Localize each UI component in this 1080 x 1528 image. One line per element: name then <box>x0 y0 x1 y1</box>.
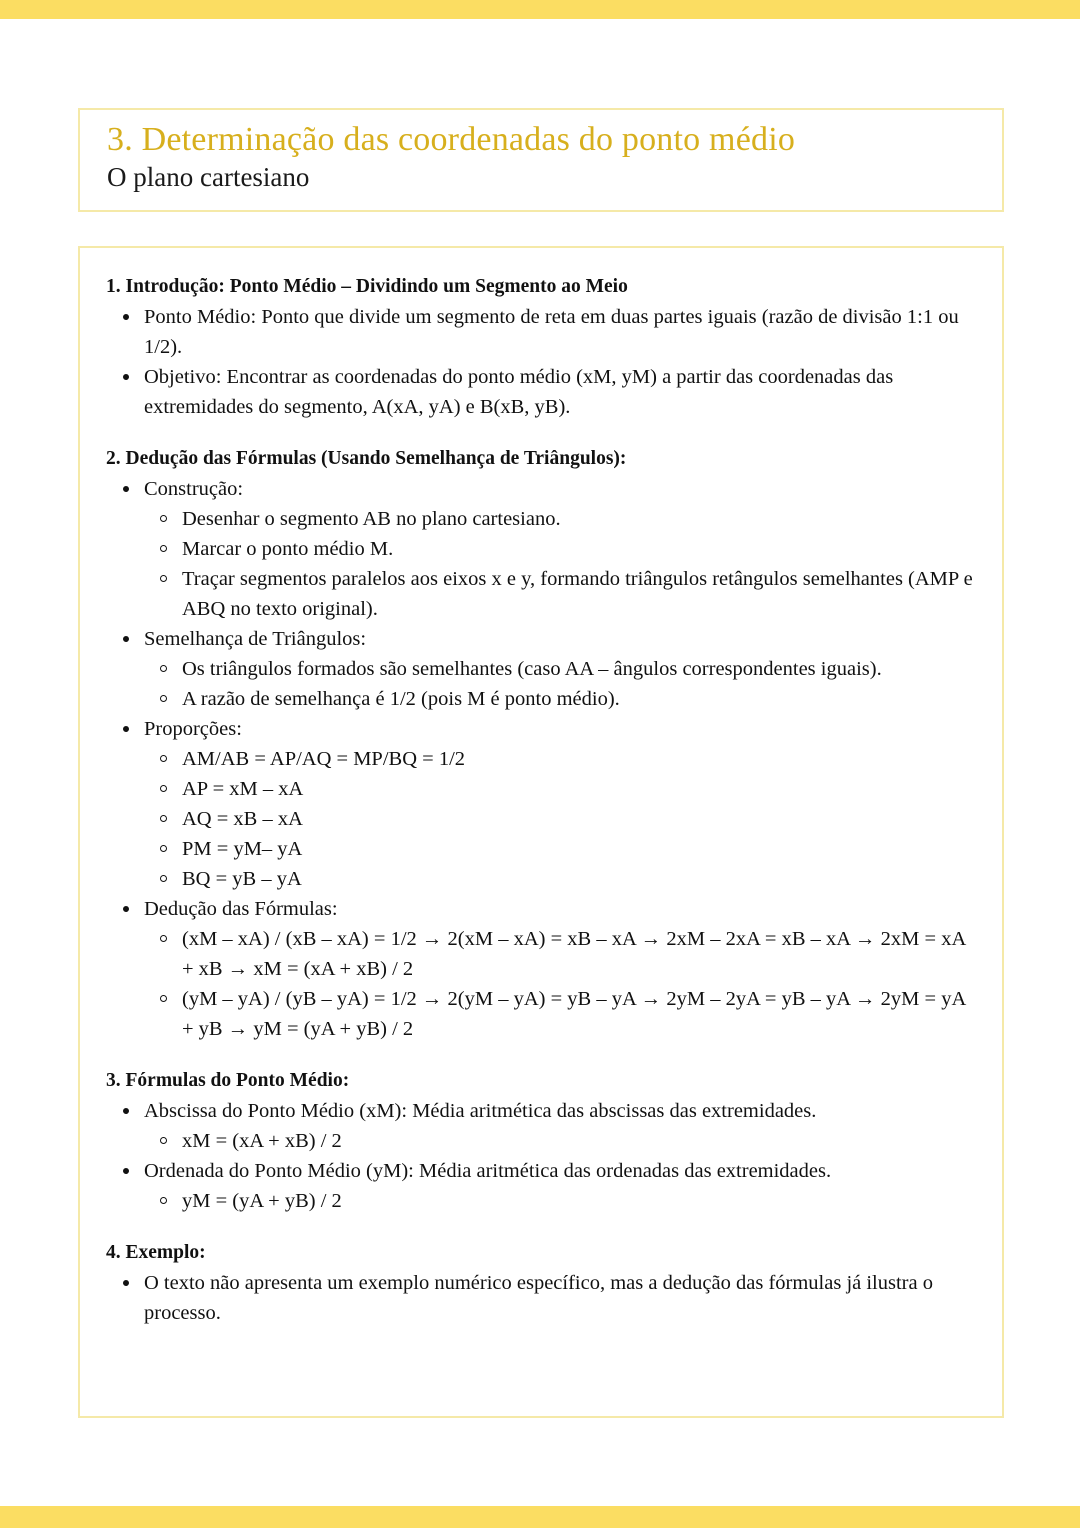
bullet-dot-icon <box>123 486 129 492</box>
bullet-dot-icon <box>123 906 129 912</box>
sublist-item-text: Desenhar o segmento AB no plano cartesiano. <box>182 508 561 530</box>
section-3-list <box>106 1096 978 1216</box>
list-item-text: Objetivo: Encontrar as coordenadas do ponto médio (xM, yM) a partir das coordenadas das extremidades do segmento, A(xA, yA) e B(xB, yB). <box>144 366 894 418</box>
bullet-dot-icon <box>123 726 129 732</box>
sublist-item-text: BQ = yB – yA <box>182 868 302 890</box>
bullet-circle-icon <box>160 935 167 942</box>
sublist-deducao <box>144 924 978 1044</box>
section-heading-4: 4. Exemplo: <box>106 1242 206 1263</box>
sublist-item-text: Traçar segmentos paralelos aos eixos x e y, formando triângulos retângulos semelhantes (AMP e ABQ no texto original). <box>182 568 973 620</box>
list-item <box>106 624 978 714</box>
sublist-item-text: Os triângulos formados são semelhantes (caso AA – ângulos correspondentes iguais). <box>182 658 882 680</box>
sublist-item <box>144 804 978 834</box>
top-accent-bar <box>0 0 1080 19</box>
page-title: 3. Determinação das coordenadas do ponto médio <box>107 121 796 158</box>
bullet-circle-icon <box>160 995 167 1002</box>
bullet-circle-icon <box>160 665 167 672</box>
section-4-list <box>106 1268 978 1328</box>
list-item <box>106 714 978 894</box>
section-heading-1: 1. Introdução: Ponto Médio – Dividindo um Segmento ao Meio <box>106 276 628 297</box>
list-item-text: Ordenada do Ponto Médio (yM): Média aritmética das ordenadas das extremidades. <box>144 1160 832 1182</box>
bullet-circle-icon <box>160 575 167 582</box>
sublist-item <box>144 744 978 774</box>
bullet-circle-icon <box>160 695 167 702</box>
list-item-text: Dedução das Fórmulas: <box>144 898 338 920</box>
content-frame <box>78 246 1004 1418</box>
bullet-circle-icon <box>160 545 167 552</box>
bullet-circle-icon <box>160 1197 167 1204</box>
bullet-circle-icon <box>160 1137 167 1144</box>
sublist-proporcoes <box>144 744 978 894</box>
sublist-item-text: (xM – xA) / (xB – xA) = 1/2 → 2(xM – xA) = xB – xA → 2xM – 2xA = xB – xA → 2xM = xA + xB → xM = (xA + xB) / 2 <box>182 928 966 980</box>
bullet-dot-icon <box>123 1108 129 1114</box>
bullet-dot-icon <box>123 1280 129 1286</box>
content-body <box>106 274 978 1328</box>
list-item-text: Semelhança de Triângulos: <box>144 628 367 650</box>
sublist-item-text: yM = (yA + yB) / 2 <box>182 1190 342 1212</box>
sublist-item-text: AM/AB = AP/AQ = MP/BQ = 1/2 <box>182 748 466 770</box>
list-item-text: Proporções: <box>144 718 242 740</box>
sublist-item-text: A razão de semelhança é 1/2 (pois M é ponto médio). <box>182 688 620 710</box>
sublist-item-text: AQ = xB – xA <box>182 808 303 830</box>
sublist-item <box>144 564 978 624</box>
bullet-dot-icon <box>123 374 129 380</box>
sublist-item <box>144 654 978 684</box>
bullet-circle-icon <box>160 875 167 882</box>
sublist-semelhanca <box>144 654 978 714</box>
bullet-circle-icon <box>160 515 167 522</box>
section-2-list <box>106 474 978 1044</box>
sublist-item <box>144 774 978 804</box>
list-item <box>106 302 978 362</box>
sublist-item-text: (yM – yA) / (yB – yA) = 1/2 → 2(yM – yA) = yB – yA → 2yM – 2yA = yB – yA → 2yM = yA + yB → yM = (yA + yB) / 2 <box>182 988 966 1040</box>
sublist-item <box>144 924 978 984</box>
list-item-text: Abscissa do Ponto Médio (xM): Média aritmética das abscissas das extremidades. <box>144 1100 817 1122</box>
list-item <box>106 362 978 422</box>
list-item-text: Construção: <box>144 478 244 500</box>
bullet-dot-icon <box>123 1168 129 1174</box>
sublist-item <box>144 534 978 564</box>
bullet-circle-icon <box>160 785 167 792</box>
list-item <box>106 894 978 1044</box>
sublist-item <box>144 864 978 894</box>
list-item <box>106 1096 978 1156</box>
sublist-ordenada <box>144 1186 978 1216</box>
bullet-dot-icon <box>123 314 129 320</box>
bullet-circle-icon <box>160 845 167 852</box>
list-item <box>106 1268 978 1328</box>
page-subtitle: O plano cartesiano <box>107 162 310 192</box>
bullet-circle-icon <box>160 755 167 762</box>
list-item-text: Ponto Médio: Ponto que divide um segmento de reta em duas partes iguais (razão de divisão 1:1 ou 1/2). <box>144 306 959 358</box>
sublist-item-text: Marcar o ponto médio M. <box>182 538 394 560</box>
list-item <box>106 474 978 624</box>
header-content <box>107 118 992 194</box>
sublist-item <box>144 1126 978 1156</box>
sublist-abscissa <box>144 1126 978 1156</box>
sublist-item-text: AP = xM – xA <box>182 778 304 800</box>
bullet-dot-icon <box>123 636 129 642</box>
sublist-item-text: xM = (xA + xB) / 2 <box>182 1130 342 1152</box>
sublist-item <box>144 684 978 714</box>
header-frame <box>78 108 1004 212</box>
bullet-circle-icon <box>160 815 167 822</box>
list-item-text: O texto não apresenta um exemplo numérico específico, mas a dedução das fórmulas já ilustra o processo. <box>144 1272 933 1324</box>
sublist-item <box>144 504 978 534</box>
sublist-item <box>144 834 978 864</box>
section-1-list <box>106 302 978 422</box>
list-item <box>106 1156 978 1216</box>
sublist-item <box>144 984 978 1044</box>
sublist-item-text: PM = yM– yA <box>182 838 303 860</box>
sublist-construcao <box>144 504 978 624</box>
bottom-accent-bar <box>0 1506 1080 1528</box>
section-heading-3: 3. Fórmulas do Ponto Médio: <box>106 1070 350 1091</box>
sublist-item <box>144 1186 978 1216</box>
section-heading-2: 2. Dedução das Fórmulas (Usando Semelhança de Triângulos): <box>106 448 627 469</box>
